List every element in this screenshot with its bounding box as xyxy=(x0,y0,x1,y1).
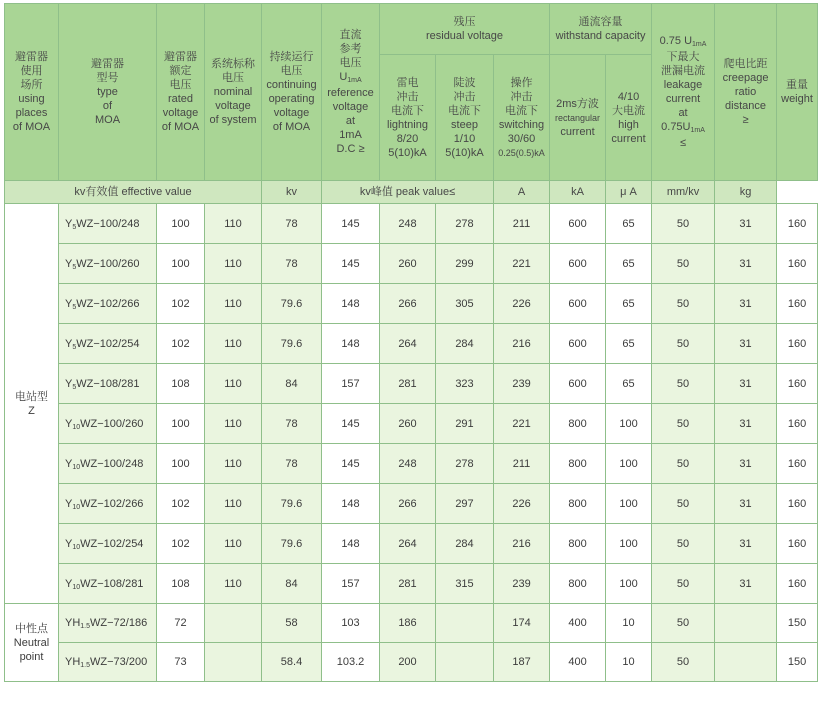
cell-creep: 31 xyxy=(715,444,777,484)
header-using-place-line-4: using xyxy=(18,93,45,105)
cell-nominal: 110 xyxy=(205,564,262,604)
cell-steep: 305 xyxy=(436,284,494,324)
cell-rect: 600 xyxy=(550,204,606,244)
cell-nominal: 110 xyxy=(205,444,262,484)
table-row xyxy=(5,484,818,524)
header-high-current-line-1: 4/10 xyxy=(617,90,640,103)
ref-u-symbol: U1mA xyxy=(339,71,362,84)
cell-cont: 79.6 xyxy=(262,324,322,364)
leak-top: 0.75 U1mA xyxy=(659,35,707,48)
header-type-line-2: 型号 xyxy=(96,72,119,84)
cell-light: 266 xyxy=(380,284,436,324)
cell-nominal: 110 xyxy=(205,484,262,524)
cell-steep xyxy=(436,643,494,682)
cell-high: 65 xyxy=(606,204,652,244)
unit-mmkv: mm/kv xyxy=(652,181,715,204)
residual-cn: 残压 xyxy=(453,16,476,28)
cell-light: 266 xyxy=(380,484,436,524)
cell-leak: 50 xyxy=(652,204,715,244)
cell-creep: 31 xyxy=(715,484,777,524)
cell-rated: 102 xyxy=(157,324,205,364)
header-rated-voltage-line-5: voltage xyxy=(162,107,199,119)
header-continuing-voltage-line-1: 持续运行 xyxy=(269,51,314,63)
model-cell: Y10WZ−100/260 xyxy=(59,404,157,444)
header-high-current-line-3: high xyxy=(618,118,639,131)
header-nominal-voltage xyxy=(205,4,262,181)
header-using-place-line-5: places xyxy=(15,107,48,119)
unit-effective: kv有效值 effective value xyxy=(5,181,262,204)
cell-rect: 600 xyxy=(550,284,606,324)
header-type-line-4: of xyxy=(102,100,113,112)
cell-weight: 160 xyxy=(777,484,818,524)
group-label: Neutral xyxy=(13,636,50,649)
cell-rated: 100 xyxy=(157,204,205,244)
cell-light: 186 xyxy=(380,604,436,643)
header-type xyxy=(59,4,157,181)
cell-leak: 50 xyxy=(652,524,715,564)
cell-cont: 79.6 xyxy=(262,484,322,524)
cell-ref: 145 xyxy=(322,244,380,284)
cell-weight: 160 xyxy=(777,364,818,404)
leak-line-3: leakage xyxy=(663,79,703,91)
cell-nominal: 110 xyxy=(205,244,262,284)
cell-high: 100 xyxy=(606,404,652,444)
header-rated-voltage xyxy=(157,4,205,181)
model-cell: Y10WZ−102/254 xyxy=(59,524,157,564)
header-lightning-line-4: lightning xyxy=(387,118,428,131)
cell-creep: 31 xyxy=(715,564,777,604)
leak-line-5: at xyxy=(678,107,688,119)
cell-ref: 103 xyxy=(322,604,380,643)
header-rated-voltage-line-6: of MOA xyxy=(161,121,200,133)
cell-switch: 221 xyxy=(494,404,550,444)
cell-switch: 239 xyxy=(494,364,550,404)
cell-nominal: 110 xyxy=(205,364,262,404)
group-station xyxy=(5,204,59,604)
cell-rated: 100 xyxy=(157,404,205,444)
cell-cont: 84 xyxy=(262,364,322,404)
header-nominal-voltage-line-5: of system xyxy=(209,114,257,126)
table-row xyxy=(5,444,818,484)
cell-switch: 187 xyxy=(494,643,550,682)
header-rectangular: 2ms方波 rectangular current xyxy=(550,55,606,181)
header-using-place-line-3: 场所 xyxy=(20,79,43,91)
header-lightning-line-1: 雷电 xyxy=(396,76,419,89)
ref-line-1: 直流 xyxy=(339,29,362,41)
cell-rect: 800 xyxy=(550,444,606,484)
header-steep-line-1: 陡波 xyxy=(453,76,476,89)
header-lightning-line-3: 电流下 xyxy=(391,104,424,117)
model-cell: Y5WZ−100/248 xyxy=(59,204,157,244)
cell-leak: 50 xyxy=(652,564,715,604)
header-high-current-line-4: current xyxy=(611,132,646,145)
cell-steep xyxy=(436,604,494,643)
table-row xyxy=(5,604,818,643)
model-cell: Y5WZ−108/281 xyxy=(59,364,157,404)
cell-ref: 145 xyxy=(322,204,380,244)
cell-cont: 78 xyxy=(262,244,322,284)
cell-cont: 79.6 xyxy=(262,284,322,324)
cell-nominal: 110 xyxy=(205,524,262,564)
cell-weight: 160 xyxy=(777,204,818,244)
cell-light: 248 xyxy=(380,204,436,244)
header-type-line-3: type xyxy=(97,86,118,98)
header-steep-line-2: 冲击 xyxy=(453,90,476,103)
ref-line-3: 电压 xyxy=(339,57,362,69)
cell-switch: 226 xyxy=(494,284,550,324)
cell-high: 10 xyxy=(606,643,652,682)
cell-rect: 800 xyxy=(550,484,606,524)
header-using-place-line-1: 避雷器 xyxy=(15,51,48,63)
cell-ref: 157 xyxy=(322,564,380,604)
cell-high: 65 xyxy=(606,324,652,364)
cell-weight: 160 xyxy=(777,444,818,484)
cell-weight: 160 xyxy=(777,404,818,444)
cell-cont: 84 xyxy=(262,564,322,604)
cell-light: 260 xyxy=(380,404,436,444)
header-rated-voltage-line-1: 避雷器 xyxy=(164,51,197,63)
header-continuing-voltage-line-5: voltage xyxy=(273,107,310,119)
cell-creep: 31 xyxy=(715,244,777,284)
cell-high: 100 xyxy=(606,524,652,564)
cell-creep: 31 xyxy=(715,524,777,564)
leak-line-4: current xyxy=(665,93,701,105)
leak-line-1: 下最大 xyxy=(666,51,700,63)
table-row xyxy=(5,204,818,244)
cell-switch: 174 xyxy=(494,604,550,643)
header-switching: 操作 冲击 电流下 switching 30/60 0.25(0.5)kA xyxy=(494,55,550,181)
table-row xyxy=(5,643,818,682)
header-continuing-voltage-line-4: operating xyxy=(268,93,315,105)
cell-steep: 278 xyxy=(436,444,494,484)
cell-rect: 600 xyxy=(550,324,606,364)
cell-cont: 78 xyxy=(262,444,322,484)
withstand-cn: 通流容量 xyxy=(578,16,623,28)
cell-creep: 31 xyxy=(715,204,777,244)
table-row xyxy=(5,244,818,284)
header-lightning xyxy=(380,55,436,181)
unit-kv: kv xyxy=(262,181,322,204)
cell-steep: 278 xyxy=(436,204,494,244)
cell-nominal: 110 xyxy=(205,284,262,324)
cell-ref: 148 xyxy=(322,324,380,364)
cell-leak: 50 xyxy=(652,364,715,404)
header-continuing-voltage-line-3: continuing xyxy=(266,79,317,91)
ref-line-6: at xyxy=(345,115,356,127)
cell-ref: 148 xyxy=(322,484,380,524)
cell-cont: 79.6 xyxy=(262,524,322,564)
cell-rect: 600 xyxy=(550,364,606,404)
cell-switch: 239 xyxy=(494,564,550,604)
cell-weight: 150 xyxy=(777,643,818,682)
table-body xyxy=(5,204,818,682)
cell-switch: 216 xyxy=(494,524,550,564)
header-using-place-line-6: of MOA xyxy=(12,121,51,133)
cell-rated: 108 xyxy=(157,364,205,404)
withstand-en: withstand capacity xyxy=(555,30,646,42)
cell-rated: 72 xyxy=(157,604,205,643)
model-cell: Y5WZ−102/266 xyxy=(59,284,157,324)
cell-steep: 299 xyxy=(436,244,494,284)
leak-line-2: 泄漏电流 xyxy=(661,65,706,77)
header-rated-voltage-line-4: rated xyxy=(167,93,194,105)
cell-cont: 78 xyxy=(262,204,322,244)
cell-rated: 102 xyxy=(157,284,205,324)
header-type-line-5: MOA xyxy=(94,114,121,126)
model-cell: YH1.5WZ−73/200 xyxy=(59,643,157,682)
cell-high: 65 xyxy=(606,244,652,284)
header-continuing-voltage-line-2: 电压 xyxy=(280,65,303,77)
cell-ref: 148 xyxy=(322,284,380,324)
header-high-current xyxy=(606,55,652,181)
cell-rated: 102 xyxy=(157,524,205,564)
cell-leak: 50 xyxy=(652,643,715,682)
cell-leak: 50 xyxy=(652,284,715,324)
cell-nominal xyxy=(205,604,262,643)
cell-high: 100 xyxy=(606,444,652,484)
cell-light: 260 xyxy=(380,244,436,284)
model-cell: Y10WZ−100/248 xyxy=(59,444,157,484)
cell-creep xyxy=(715,643,777,682)
header-steep-line-5: 1/10 xyxy=(453,132,476,145)
header-using-place-line-2: 使用 xyxy=(20,65,43,77)
cell-steep: 315 xyxy=(436,564,494,604)
ref-line-4: reference xyxy=(327,87,374,99)
cell-steep: 323 xyxy=(436,364,494,404)
header-steep-line-4: steep xyxy=(451,118,478,131)
header-rated-voltage-line-3: 电压 xyxy=(169,79,192,91)
cell-creep: 31 xyxy=(715,404,777,444)
cell-switch: 226 xyxy=(494,484,550,524)
header-creepage-line-3: ratio xyxy=(734,86,757,98)
header-steep-line-3: 电流下 xyxy=(448,104,481,117)
header-type-line-1: 避雷器 xyxy=(91,58,124,70)
cell-rect: 800 xyxy=(550,524,606,564)
header-creepage xyxy=(715,4,777,181)
cell-creep: 31 xyxy=(715,324,777,364)
unit-peak: kv峰值 peak value≤ xyxy=(322,181,494,204)
unit-kg: kg xyxy=(715,181,777,204)
cell-rated: 73 xyxy=(157,643,205,682)
moa-spec-table xyxy=(4,3,818,682)
unit-a: A xyxy=(494,181,550,204)
cell-weight: 160 xyxy=(777,284,818,324)
cell-rated: 100 xyxy=(157,244,205,284)
cell-creep: 31 xyxy=(715,284,777,324)
cell-ref: 157 xyxy=(322,364,380,404)
cell-leak: 50 xyxy=(652,404,715,444)
group-label: 电站型 xyxy=(15,390,48,403)
cell-light: 281 xyxy=(380,564,436,604)
cell-steep: 291 xyxy=(436,404,494,444)
ref-line-8: D.C ≥ xyxy=(336,143,365,155)
table-row xyxy=(5,324,818,364)
cell-weight: 160 xyxy=(777,564,818,604)
cell-leak: 50 xyxy=(652,484,715,524)
header-creepage-line-1: 爬电比距 xyxy=(723,58,768,70)
header-continuing-voltage-line-6: of MOA xyxy=(272,121,311,133)
cell-switch: 221 xyxy=(494,244,550,284)
cell-light: 248 xyxy=(380,444,436,484)
header-steep-line-6: 5(10)kA xyxy=(445,146,484,159)
cell-light: 281 xyxy=(380,364,436,404)
model-cell: Y10WZ−102/266 xyxy=(59,484,157,524)
cell-high: 100 xyxy=(606,484,652,524)
cell-cont: 78 xyxy=(262,404,322,444)
cell-rated: 108 xyxy=(157,564,205,604)
cell-rect: 800 xyxy=(550,404,606,444)
cell-nominal: 110 xyxy=(205,204,262,244)
cell-steep: 284 xyxy=(436,524,494,564)
cell-leak: 50 xyxy=(652,244,715,284)
cell-weight: 150 xyxy=(777,604,818,643)
cell-steep: 297 xyxy=(436,484,494,524)
header-residual-voltage xyxy=(380,4,550,55)
unit-ka: kA xyxy=(550,181,606,204)
header-weight xyxy=(777,4,818,181)
cell-high: 10 xyxy=(606,604,652,643)
table-row xyxy=(5,404,818,444)
header-withstand-capacity xyxy=(550,4,652,55)
table-row xyxy=(5,524,818,564)
cell-ref: 103.2 xyxy=(322,643,380,682)
model-cell: Y5WZ−100/260 xyxy=(59,244,157,284)
cell-weight: 160 xyxy=(777,524,818,564)
header-high-current-line-2: 大电流 xyxy=(612,104,646,117)
cell-high: 65 xyxy=(606,284,652,324)
group-label: Z xyxy=(28,404,35,417)
cell-steep: 284 xyxy=(436,324,494,364)
ref-line-7: 1mA xyxy=(339,129,362,141)
header-creepage-line-5: ≥ xyxy=(742,114,749,126)
cell-nominal: 110 xyxy=(205,324,262,364)
header-nominal-voltage-line-2: 电压 xyxy=(222,72,244,84)
header-lightning-line-6: 5(10)kA xyxy=(388,146,427,159)
cell-ref: 145 xyxy=(322,444,380,484)
leak-at: 0.75U1mA xyxy=(661,121,705,134)
cell-nominal: 110 xyxy=(205,404,262,444)
cell-rect: 400 xyxy=(550,643,606,682)
cell-leak: 50 xyxy=(652,324,715,364)
header-rated-voltage-line-2: 额定 xyxy=(169,65,192,77)
header-lightning-line-2: 冲击 xyxy=(396,90,419,103)
model-cell: Y5WZ−102/254 xyxy=(59,324,157,364)
header-creepage-line-2: creepage xyxy=(722,72,769,84)
table-row xyxy=(5,564,818,604)
header-leakage-current xyxy=(652,4,715,181)
cell-rect: 800 xyxy=(550,564,606,604)
cell-ref: 148 xyxy=(322,524,380,564)
cell-leak: 50 xyxy=(652,444,715,484)
header-lightning-line-5: 8/20 xyxy=(396,132,419,145)
unit-ua: μ A xyxy=(606,181,652,204)
leak-le: ≤ xyxy=(680,137,687,149)
header-nominal-voltage-line-1: 系统标称 xyxy=(211,58,255,70)
cell-cont: 58.4 xyxy=(262,643,322,682)
model-cell: Y10WZ−108/281 xyxy=(59,564,157,604)
residual-en: residual voltage xyxy=(425,30,504,42)
group-neutral xyxy=(5,604,59,682)
model-cell: YH1.5WZ−72/186 xyxy=(59,604,157,643)
cell-rated: 102 xyxy=(157,484,205,524)
cell-creep: 31 xyxy=(715,364,777,404)
cell-cont: 58 xyxy=(262,604,322,643)
cell-switch: 211 xyxy=(494,444,550,484)
ref-line-2: 参考 xyxy=(339,43,362,55)
header-nominal-voltage-line-3: nominal xyxy=(213,86,253,98)
header-reference-voltage xyxy=(322,4,380,181)
cell-creep xyxy=(715,604,777,643)
cell-light: 200 xyxy=(380,643,436,682)
header-using-place xyxy=(5,4,59,181)
cell-switch: 216 xyxy=(494,324,550,364)
header-continuing-voltage xyxy=(262,4,322,181)
cell-rated: 100 xyxy=(157,444,205,484)
table-row xyxy=(5,364,818,404)
cell-light: 264 xyxy=(380,524,436,564)
cell-leak: 50 xyxy=(652,604,715,643)
cell-high: 65 xyxy=(606,364,652,404)
header-nominal-voltage-line-4: voltage xyxy=(215,100,251,112)
group-label: 中性点 xyxy=(15,622,48,635)
ref-line-5: voltage xyxy=(332,101,369,113)
cell-weight: 160 xyxy=(777,244,818,284)
cell-rect: 400 xyxy=(550,604,606,643)
cell-rect: 600 xyxy=(550,244,606,284)
cell-switch: 211 xyxy=(494,204,550,244)
header-steep xyxy=(436,55,494,181)
header-creepage-line-4: distance xyxy=(725,100,767,112)
cell-nominal xyxy=(205,643,262,682)
cell-weight: 160 xyxy=(777,324,818,364)
cell-high: 100 xyxy=(606,564,652,604)
header-weight-line-2: weight xyxy=(781,93,813,105)
cell-ref: 145 xyxy=(322,404,380,444)
group-label: point xyxy=(19,650,44,663)
table-row xyxy=(5,284,818,324)
cell-light: 264 xyxy=(380,324,436,364)
header-weight-line-1: 重量 xyxy=(786,79,809,91)
